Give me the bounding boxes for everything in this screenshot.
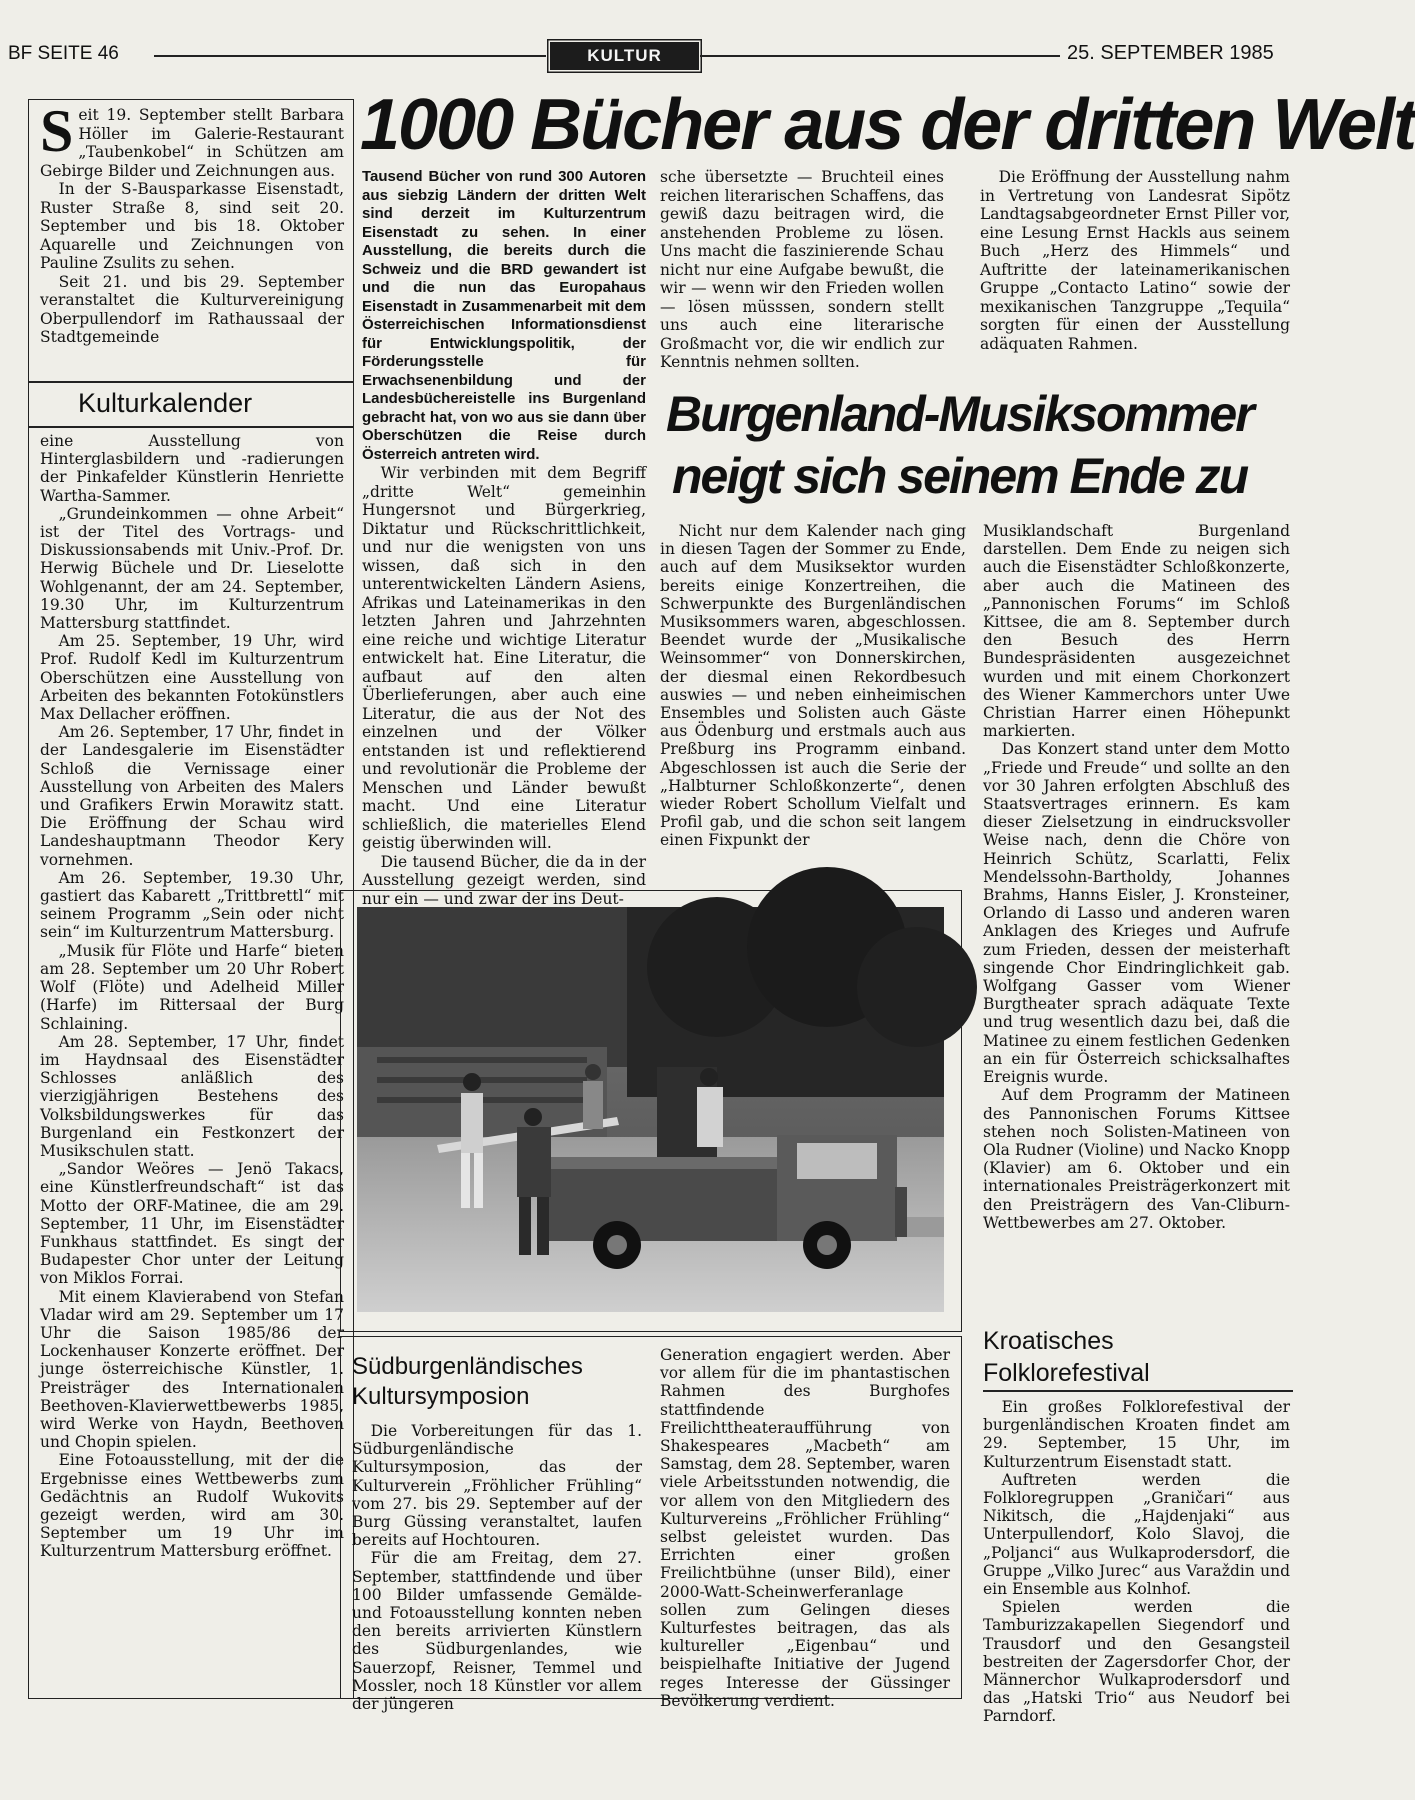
article1-col3 bbox=[980, 168, 1290, 353]
calendar-paragraph: „Musik für Flöte und Harfe“ bieten am 28. September um 20 Uhr Robert Wolf (Flöte) und Adelheid Miller (Harfe) im Rittersaal der Burg Schlaining. bbox=[40, 941, 344, 1033]
article4-heading bbox=[983, 1325, 1283, 1389]
calendar-paragraph: Eine Fotoausstellung, mit der die Ergebnisse eines Wettbewerbs zum Gedächtnis an Rudolf Wukovits gezeigt werden, wird am 30. September um 19 Uhr im Kulturzentrum Mattersburg eröffnet. bbox=[40, 1451, 344, 1561]
calendar-paragraph: Mit einem Klavierabend von Stefan Vladar wird am 29. September um 17 Uhr die Saison 1985/86 der Lockenhauser Konzerte eröffnet. Der junge österreichische Künstler, 1. Preisträger des Internationalen Beethoven-Klavierwettbewerbs 1985, wird Werke von Haydn, Beethoven und Chopin spielen. bbox=[40, 1287, 344, 1452]
calendar-paragraph: eine Ausstellung von Hinterglasbildern und -radierungen der Pinkafelder Künstlerin Henriette Wartha-Sammer. bbox=[40, 432, 344, 505]
article3-heading bbox=[352, 1352, 652, 1412]
kulturkalender-rule-top bbox=[28, 381, 354, 383]
article3-col1 bbox=[352, 1422, 642, 1713]
article3-paragraph: Generation engagiert werden. Aber vor allem für die im phantastischen Rahmen des Burghofes stattfindende Freilichttheateraufführung von Shakespeares „Macbeth“ am Samstag, dem 28. September, waren viele Arbeitsstunden notwendig, die vor allem von den Mitgliedern des Kulturvereins „Fröhlicher Frühling“ selbst geleistet wurden. Das Errichten einer großen Freilichtbühne (unser Bild), einer 2000-Watt-Scheinwerferanlage sollen zum Gelingen dieses Kulturfestes beitragen, das als kultureller „Eigenbau“ und beispielhafte Initiative der Jugend reges Interesse der Güssinger Bevölkerung verdient. bbox=[660, 1346, 950, 1710]
article3-paragraph: Für die am Freitag, dem 27. September, stattfindende und über 100 Bilder umfassende Gemälde- und Fotoausstellung konnten neben den bereits arrivierten Künstlern des Südburgenlandes, wie Sauerzopf, Reisner, Temmel und Mossler, noch 18 Künstler vor allem der jüngeren bbox=[352, 1549, 642, 1714]
dropcap-letter: S bbox=[40, 98, 74, 164]
article3-heading-line1: Südburgenländisches bbox=[352, 1353, 583, 1380]
calendar-paragraph: Am 25. September, 19 Uhr, wird Prof. Rudolf Kedl im Kulturzentrum Oberschützen eine Ausstellung von Arbeiten des bekannten Fotokünstlers Max Dellacher eröffnen. bbox=[40, 632, 344, 724]
article2-col1 bbox=[660, 522, 966, 850]
article3-paragraph: Die Vorbereitungen für das 1. Südburgenländische Kultursymposion, das der Kulturverein „Fröhlicher Frühling“ vom 27. bis 29. September auf der Burg Güssing veranstaltet, laufen bereits auf Hochtouren. bbox=[352, 1422, 642, 1550]
article1-col1 bbox=[362, 168, 646, 908]
article4-body bbox=[983, 1398, 1290, 1726]
article2-paragraph: Musiklandschaft Burgenland darstellen. Dem Ende zu neigen sich auch die Eisenstädter Schloßkonzerte, aber auch die Matineen des „Pannonischen Forums“ im Schloß Kittsee, die am 8. September durch den Besuch des Herrn Bundespräsidenten ausgezeichnet wurden und mit einem Chorkonzert des Wiener Kammerchors unter Uwe Christian Harrer einen Höhepunkt markierten. bbox=[983, 522, 1290, 741]
article3-heading-line2: Kultursymposion bbox=[352, 1383, 530, 1410]
article1-col2 bbox=[660, 168, 944, 372]
kulturkalender-body bbox=[40, 432, 344, 1561]
article1-paragraph: Die Eröffnung der Ausstellung nahm in Vertretung von Landesrat Sipötz Landtagsabgeordneter Ernst Piller vor, eine Lesung Ernst Hackls aus seinem Buch „Herz des Himmels“ und Auftritte der lateinamerikanischen Gruppe „Contacto Latino“ sowie der mexikanischen Tanzgruppe „Tequila“ sorgten für einen der Ausstellung adäquaten Rahmen. bbox=[980, 168, 1290, 353]
page-number: BF SEITE 46 bbox=[8, 43, 119, 64]
article4-heading-line2: Folklorefestival bbox=[983, 1359, 1150, 1387]
calendar-paragraph: Am 26. September, 19.30 Uhr, gastiert das Kabarett „Trittbrettl“ mit seinem Programm „Sein oder nicht sein“ im Kulturzentrum Mattersburg. bbox=[40, 868, 344, 942]
article4-rule bbox=[983, 1390, 1293, 1392]
article2-headline-line2: neigt sich seinem Ende zu bbox=[672, 448, 1248, 504]
intro-paragraph-3: Seit 21. und bis 29. September veranstaltet die Kulturvereinigung Oberpullendorf im Rathaussaal der Stadtgemeinde bbox=[40, 272, 344, 346]
article4-paragraph: Ein großes Folklorefestival der burgenländischen Kroaten findet am 29. September, 15 Uhr, im Kulturzentrum Eisenstadt statt. bbox=[983, 1398, 1290, 1471]
kulturkalender-heading: Kulturkalender bbox=[78, 388, 253, 418]
article1-headline: 1000 Bücher aus der dritten Welt bbox=[360, 85, 1415, 165]
calendar-paragraph: „Sandor Weöres — Jenö Takacs, eine Künstlerfreundschaft“ ist das Motto der ORF-Matinee, die am 29. September, 11 Uhr, im Eisenstädter Funkhaus stattfindet. Es singt der Budapester Chor unter der Leitung von Miklos Forrai. bbox=[40, 1160, 344, 1288]
article2-paragraph: Auf dem Programm der Matineen des Pannonischen Forums Kittsee stehen noch Solisten-Matineen von Ola Rudner (Violine) und Nacko Knopp (Klavier) am 6. Oktober und ein internationales Preisträgerkonzert mit den Preisträgern des Van-Cliburn-Wettbewerbes am 27. Oktober. bbox=[983, 1086, 1290, 1232]
section-label bbox=[550, 42, 699, 70]
intro-paragraph-1: eit 19. September stellt Barbara Höller im Galerie-Restaurant „Taubenkobel“ in Schützen am Gebirge Bilder und Zeichnungen aus. bbox=[40, 106, 344, 180]
article4-paragraph: Auftreten werden die Folkloregruppen „Graničari“ aus Nikitsch, die „Hajdenjaki“ aus Unterpullendorf, Kolo Slavoj, die „Poljanci“ aus Wulkaprodersdorf, die Gruppe „Vilko Jurec“ aus Varaždin und ein Ensemble aus Kolnhof. bbox=[983, 1470, 1290, 1599]
kulturkalender-rule-bottom bbox=[28, 426, 354, 428]
article1-paragraph: sche übersetzte — Bruchteil eines reichen literarischen Schaffens, das gewiß dazu beitragen wird, die anstehenden Probleme zu lösen. Uns macht die faszinierende Schau nicht nur eine Aufgabe bewußt, die wir — wenn wir den Frieden wollen — lösen müsssen, sondern stellt uns auch eine literarische Großmacht vor, die wir endlich zur Kenntnis nehmen sollten. bbox=[660, 168, 944, 371]
left-intro bbox=[40, 98, 344, 347]
article1-lead: Tausend Bücher von rund 300 Autoren aus siebzig Ländern der dritten Welt sind derzeit im Kulturzentrum Eisenstadt zu sehen. In einer Ausstellung, die bereits durch die Schweiz und die BRD gewandert ist und die nun das Europahaus Eisenstadt in Zusammenarbeit mit dem Österreichischen Informationsdienst für Entwicklungspolitik, der Förderungsstelle für Erwachsenenbildung und der Landesbüchereistelle ins Burgenland gebracht hat, von wo aus sie dann über Oberschützen die Reise durch Österreich antreten wird. bbox=[362, 168, 646, 463]
issue-date: 25. SEPTEMBER 1985 bbox=[1067, 42, 1274, 64]
section-label-text: KULTUR bbox=[587, 46, 662, 65]
article2-paragraph: Nicht nur dem Kalender nach ging in diesen Tagen der Sommer zu Ende, auch auf dem Musiksektor wurden bereits einige Konzertreihen, die Schwerpunkte des Burgenländischen Musiksommers waren, abgeschlossen. Beendet wurde der „Musikalische Weinsommer“ von Donnerskirchen, der diesmal einen Rekordbesuch auswies — und neben einheimischen Ensembles und Solisten auch Gäste aus Ödenburg und erstmals auch aus Preßburg ins Programm einband. Abgeschlossen ist auch die Serie der „Halbturner Schloßkonzerte“, denen wieder Robert Schollum Vielfalt und Profil gab, und die schon seit langem einen Fixpunkt der bbox=[660, 522, 966, 850]
article2-paragraph: Das Konzert stand unter dem Motto „Friede und Freude“ und sollte an den vor 30 Jahren erfolgten Abschluß des Staatsvertrages erinnern. Es kam dieser Zielsetzung in eindrucksvoller Weise nach, denn die Chöre von Heinrich Schütz, Scarlatti, Felix Mendelssohn-Bartholdy, Johannes Brahms, Hanns Eisler, J. Kronsteiner, Orlando di Lasso und anderen waren Anklagen des Krieges und Aufrufe zum Frieden, dessen der meisterhaft singende Chor Eindringlichkeit gab. Wolfgang Gasser vom Wiener Burgtheater sprach adäquate Texte und trug wesentlich dazu bei, daß die Matinee zu einem festlichen Gedenken an ein für Österreich schicksalhaftes Ereignis wurde. bbox=[983, 740, 1290, 1087]
article1-paragraph: Wir verbinden mit dem Begriff „dritte Welt“ gemeinhin Hungersnot und Bürgerkrieg, Diktatur und Rückschrittlichkeit, und nur die wenigsten von uns wissen, daß sich in den unterentwickelten Ländern Asiens, Afrikas und Lateinamerikas in den letzten Jahren und Jahrzehnten eine reiche und wichtige Literatur entwickelt hat. Eine Literatur, die aufbaut auf den alten Überlieferungen, aber auch eine Literatur, die aus der Not des einzelnen und der Völker entstanden ist und reflektierend und revolutionär die Probleme der Menschen und Länder bewußt macht. Und eine Literatur schließlich, die materielles Elend geistig überwinden will. bbox=[362, 464, 646, 852]
article3-col2 bbox=[660, 1346, 950, 1710]
photo-illustration bbox=[357, 907, 944, 1312]
stage-construction-photo bbox=[357, 907, 944, 1312]
article2-col2 bbox=[983, 522, 1290, 1232]
header-rule-left bbox=[154, 55, 546, 57]
article1-paragraph: Die tausend Bücher, die da in der Ausstellung gezeigt werden, sind nur ein — und zwar der ins Deut- bbox=[362, 852, 646, 908]
intro-paragraph-2: In der S-Bausparkasse Eisenstadt, Ruster Straße 8, sind seit 20. September und bis 18. Oktober Aquarelle und Zeichnungen von Pauline Zsulits zu sehen. bbox=[40, 180, 344, 272]
calendar-paragraph: Am 26. September, 17 Uhr, findet in der Landesgalerie im Eisenstädter Schloß die Vernissage einer Ausstellung von Arbeiten des Malers und Grafikers Erwin Morawitz statt. Die Eröffnung der Schau wird Landeshauptmann Theodor Kery vornehmen. bbox=[40, 723, 344, 869]
calendar-paragraph: Am 28. September, 17 Uhr, findet im Haydnsaal des Eisenstädter Schlosses anläßlich des vierzigjährigen Bestehens des Volksbildungswerkes für das Burgenland ein Festkonzert der Musikschulen statt. bbox=[40, 1032, 344, 1160]
header-rule-right bbox=[700, 55, 1060, 57]
article4-paragraph: Spielen werden die Tamburizzakapellen Siegendorf und Trausdorf und den Gesangsteil bestreiten der Zagersdorfer Chor, der Männerchor Wulkaprodersdorf und das „Hatski Trio“ aus Neudorf bei Parndorf. bbox=[983, 1598, 1290, 1726]
article2-headline-line1: Burgenland-Musiksommer bbox=[666, 386, 1253, 442]
article4-heading-line1: Kroatisches bbox=[983, 1327, 1114, 1355]
calendar-paragraph: „Grundeinkommen — ohne Arbeit“ ist der Titel des Vortrags- und Diskussionsabends mit Univ.-Prof. Dr. Herwig Büchele und Dr. Lieselotte Wohlgenannt, der am 24. September, 19.30 Uhr, im Kulturzentrum Mattersburg stattfindet. bbox=[40, 504, 344, 633]
